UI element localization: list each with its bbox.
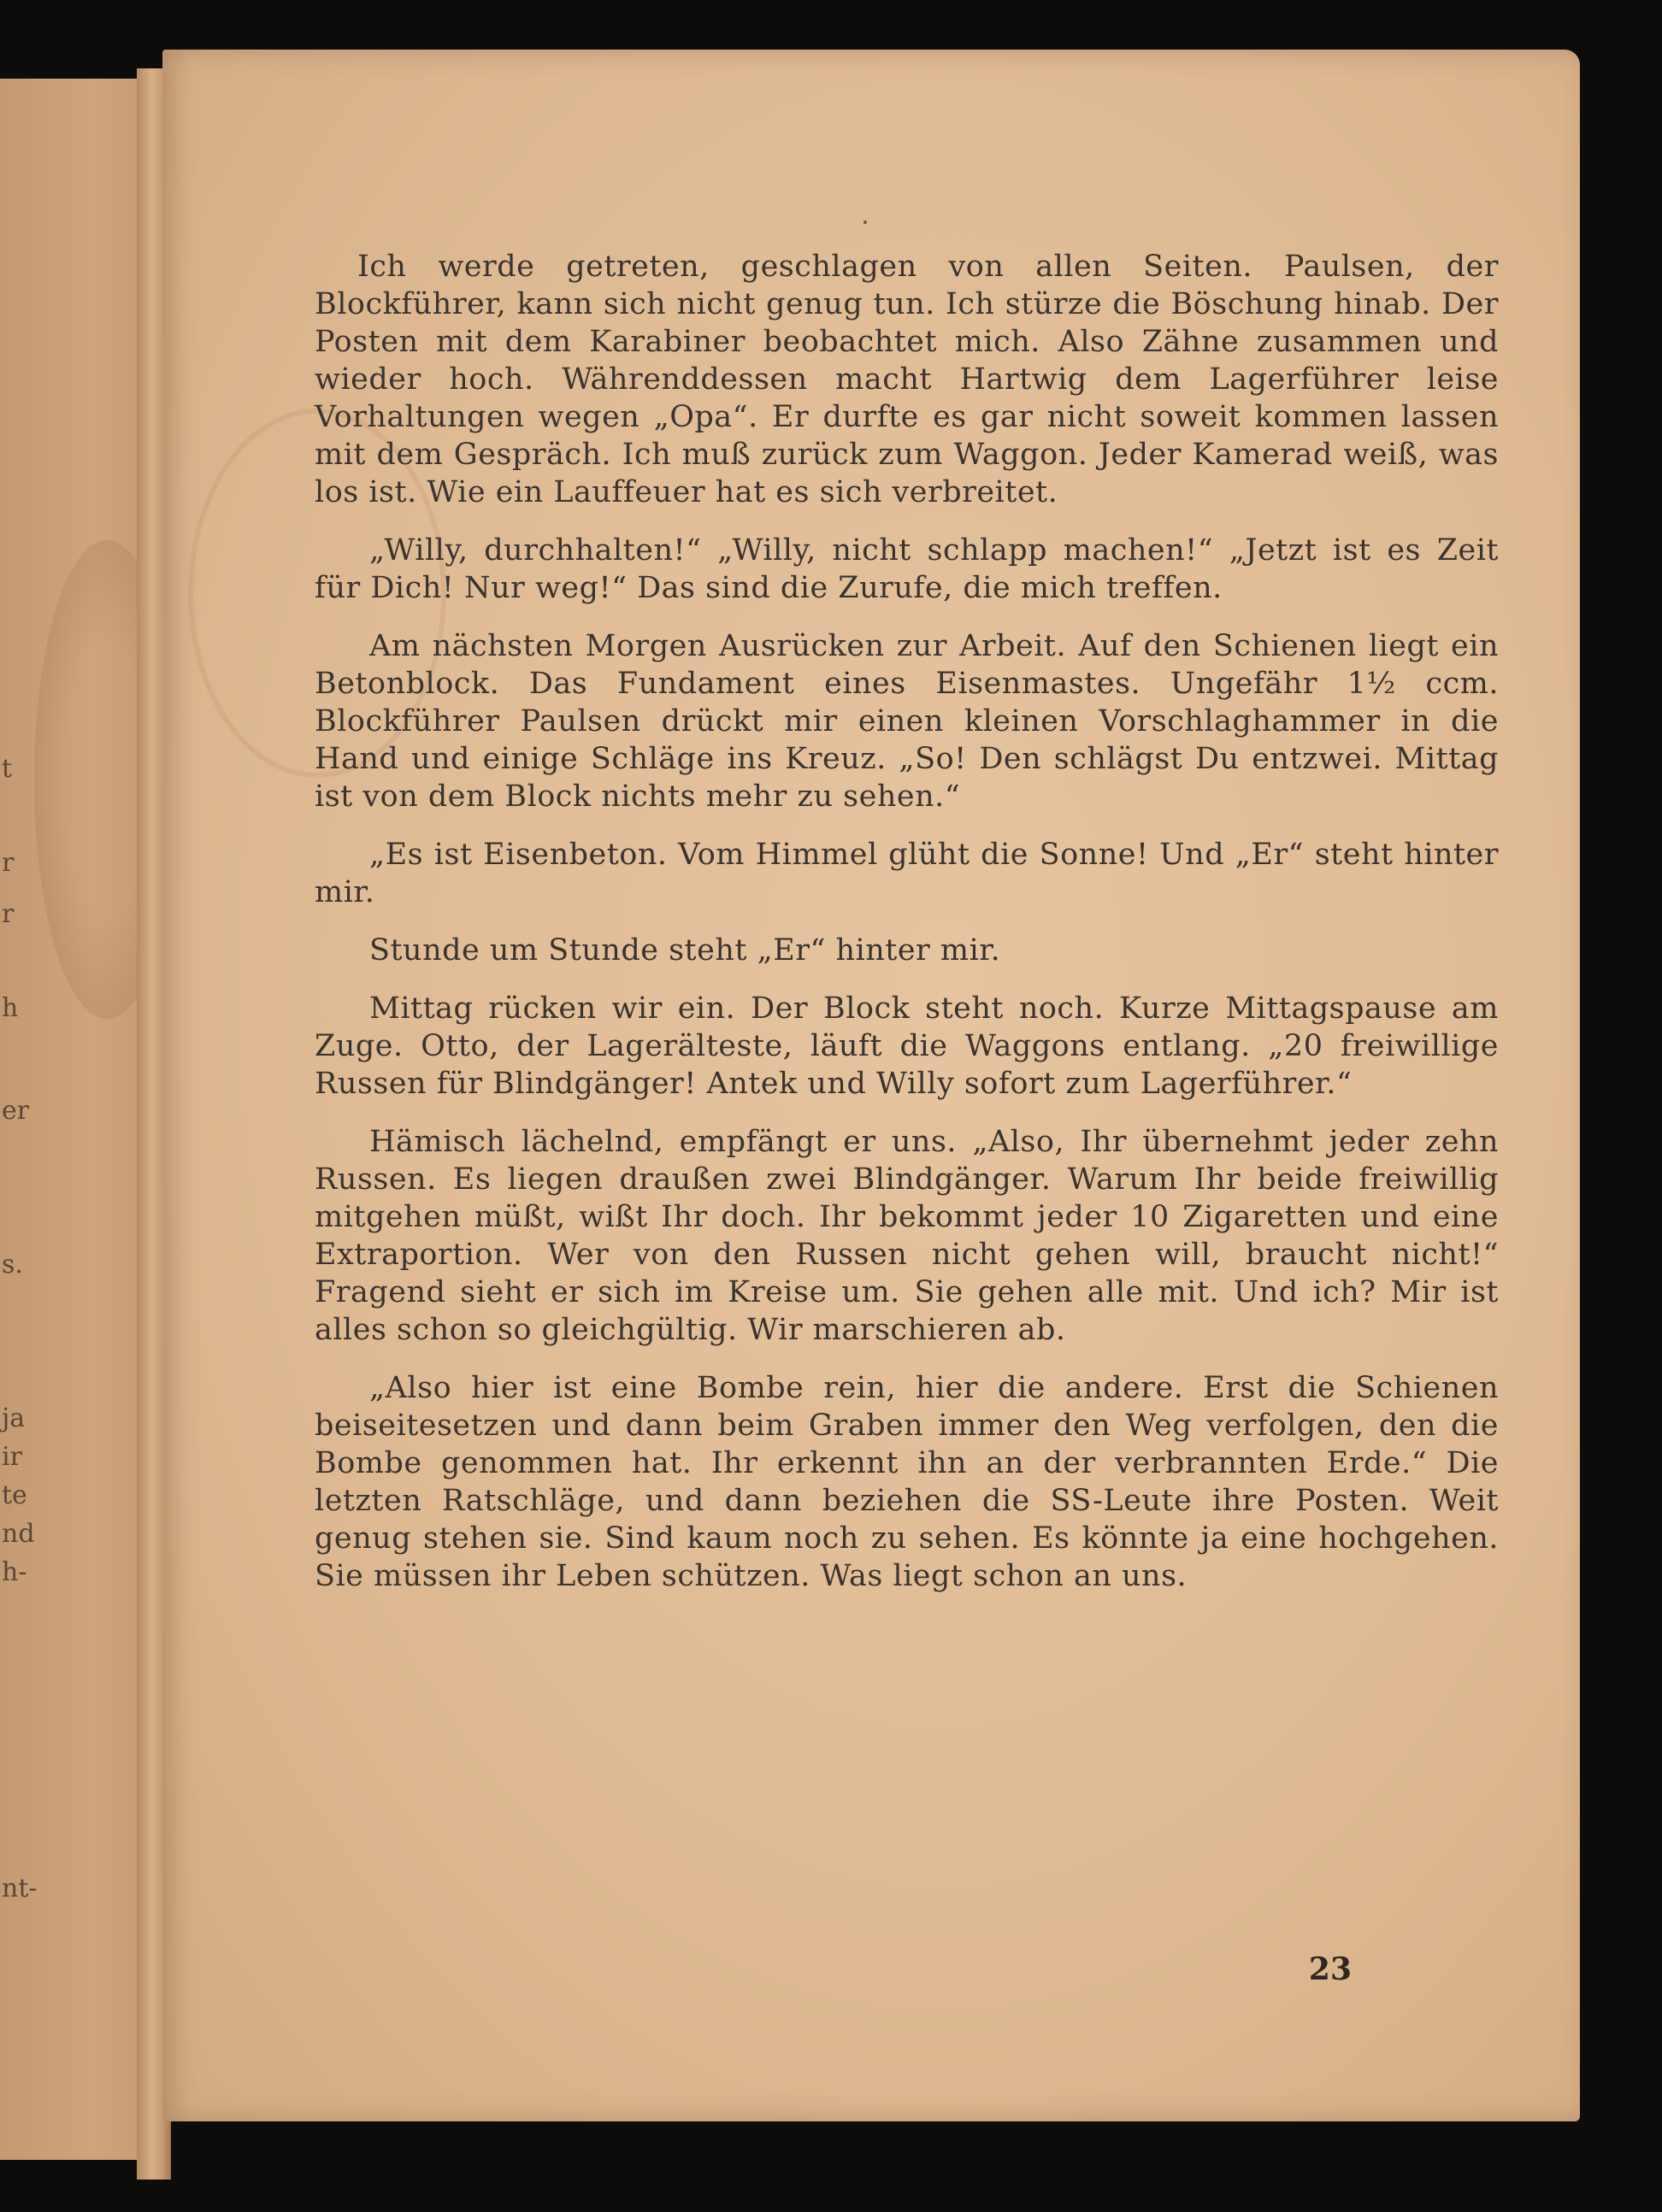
right-page: [162, 50, 1580, 2121]
left-margin-fragment: t: [2, 754, 13, 784]
paragraph: Hämisch lächelnd, empfängt er uns. „Also, Ihr übernehmt jeder zehn Russen. Es liegen draußen zwei Blindgänger. Warum Ihr beide freiwillig mitgehen müßt, wißt Ihr doch. Ihr bekommt jeder 10 Zigaretten und eine Extraportion. Wer von den Russen nicht gehen will, braucht nicht!“ Fragend sieht er sich im Kreise um. Sie gehen alle mit. Und ich? Mir ist alles schon so gleichgültig. Wir marschieren ab.: [315, 1125, 1499, 1347]
left-margin-fragment: h: [2, 993, 19, 1023]
left-margin-fragment: te: [2, 1480, 27, 1510]
left-margin-fragment: r: [2, 848, 15, 878]
paper-speck: [863, 221, 867, 224]
paragraph: Ich werde getreten, geschlagen von allen Seiten. Paulsen, der Blockführer, kann sich nicht genug tun. Ich stürze die Böschung hinab. Der Posten mit dem Karabiner beobachtet mich. Also Zähne zusammen und wieder hoch. Währenddessen macht Hartwig dem Lagerführer leise Vorhaltungen wegen „Opa“. Er durfte es gar nicht soweit kommen lassen mit dem Gespräch. Ich muß zurück zum Waggon. Jeder Kamerad weiß, was los ist. Wie ein Lauffeuer hat es sich verbreitet.: [315, 250, 1499, 509]
page-number: 23: [1308, 1951, 1352, 1987]
paragraph: „Also hier ist eine Bombe rein, hier die andere. Erst die Schienen beiseitesetzen und dann beim Graben immer den Weg verfolgen, den die Bombe genommen hat. Ihr erkennt ihn an der verbrannten Erde.“ Die letzten Ratschläge, und dann beziehen die SS-Leute ihre Posten. Weit genug stehen sie. Sind kaum noch zu sehen. Es könnte ja eine hochgehen. Sie müssen ihr Leben schützen. Was liegt schon an uns.: [315, 1371, 1499, 1593]
paragraph: „Willy, durchhalten!“ „Willy, nicht schlapp machen!“ „Jetzt ist es Zeit für Dich! Nur weg!“ Das sind die Zurufe, die mich treffen.: [315, 533, 1499, 605]
paragraph: Stunde um Stunde steht „Er“ hinter mir.: [369, 933, 1001, 968]
paragraph: Mittag rücken wir ein. Der Block steht noch. Kurze Mittagspause am Zuge. Otto, der Lagerälteste, läuft die Waggons entlang. „20 freiwillige Russen für Blindgänger! Antek und Willy sofort zum Lagerführer.“: [315, 991, 1499, 1101]
left-margin-fragment: r: [2, 899, 15, 929]
paragraph: „Es ist Eisenbeton. Vom Himmel glüht die Sonne! Und „Er“ steht hinter mir.: [315, 838, 1499, 909]
left-margin-fragment: ja: [2, 1403, 26, 1433]
left-margin-fragment: ir: [2, 1442, 22, 1472]
body-text: [315, 248, 1499, 1615]
left-margin-fragment: s.: [2, 1250, 23, 1280]
left-margin-fragment: er: [2, 1096, 30, 1126]
left-margin-fragment: nt-: [2, 1874, 38, 1903]
left-margin-fragment: nd: [2, 1519, 35, 1549]
left-margin-fragment: h-: [2, 1557, 27, 1587]
paragraph: Am nächsten Morgen Ausrücken zur Arbeit. Auf den Schienen liegt ein Betonblock. Das Fundament eines Eisenmastes. Ungefähr 1½ ccm. Blockführer Paulsen drückt mir einen kleinen Vorschlaghammer in die Hand und einige Schläge ins Kreuz. „So! Den schlägst Du entzwei. Mittag ist von dem Block nichts mehr zu sehen.“: [315, 629, 1499, 814]
